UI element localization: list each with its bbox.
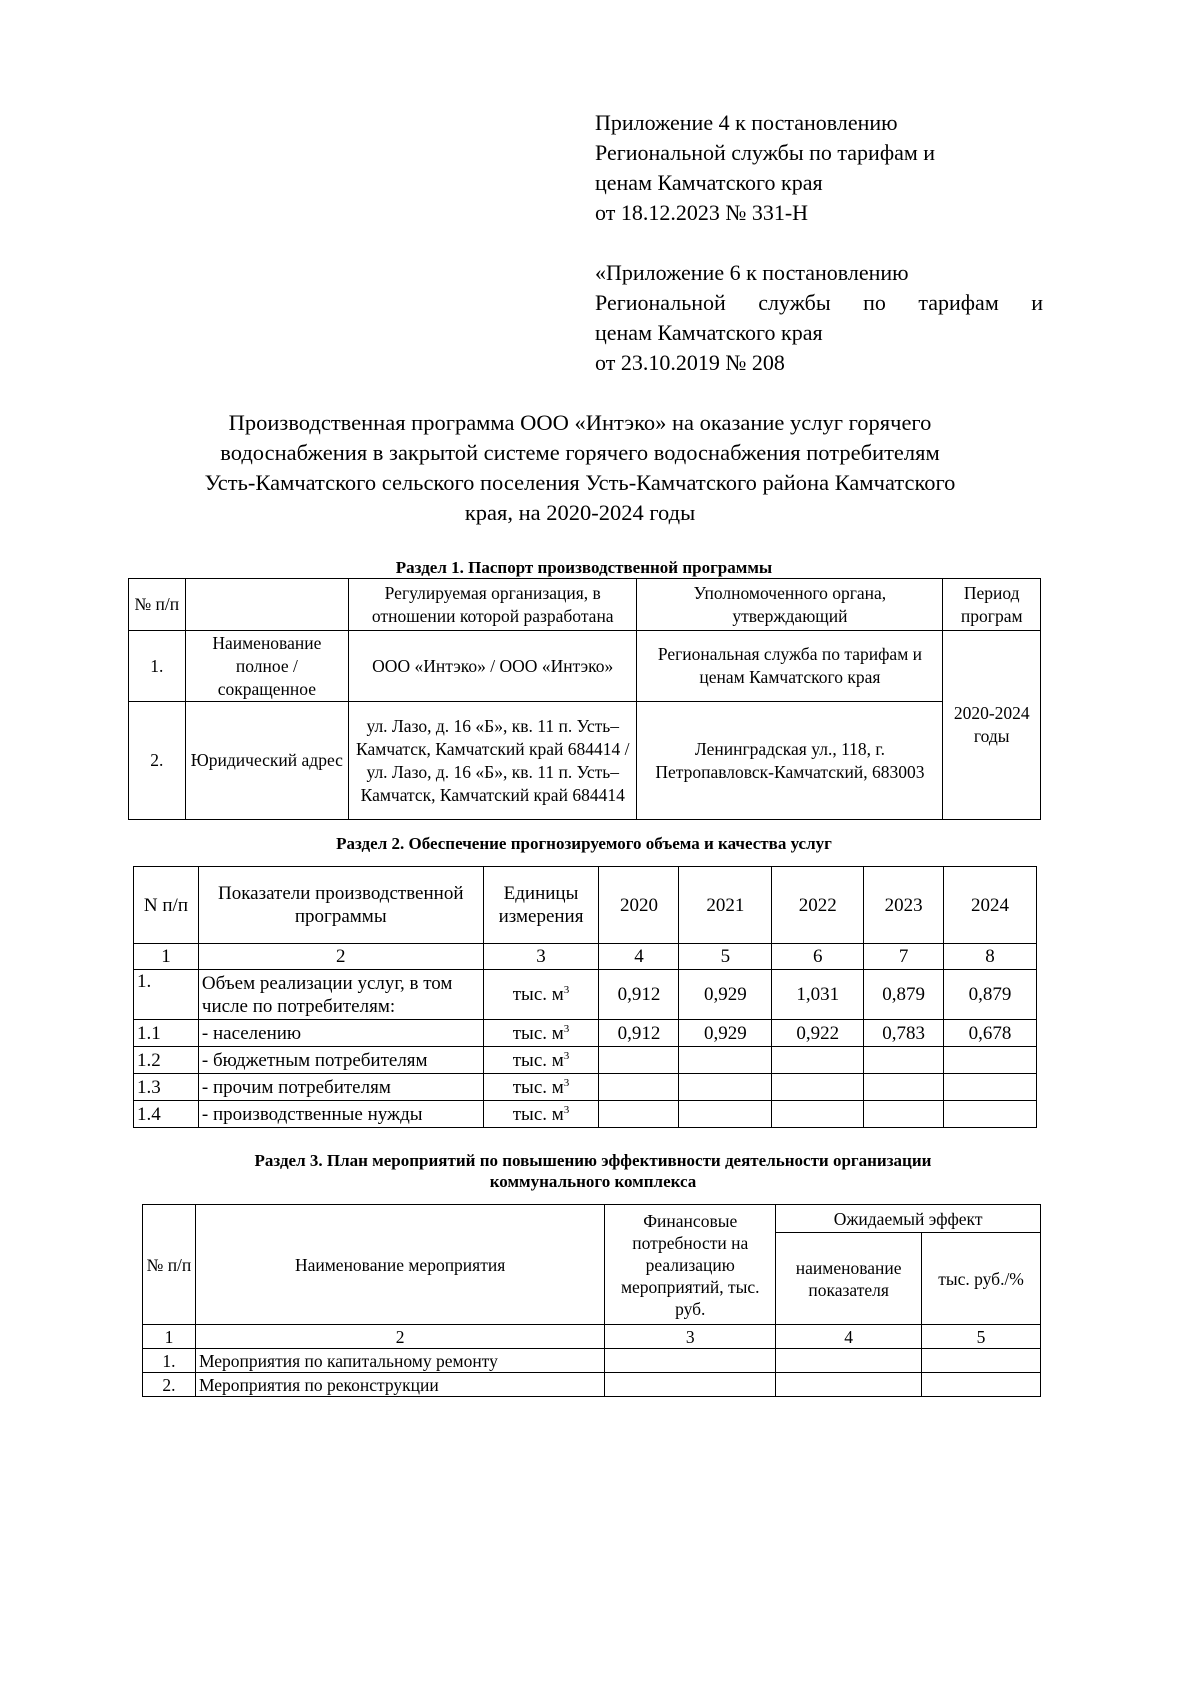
appendix-new-line2: Региональной службы по тарифам и	[595, 140, 936, 165]
value-2022	[772, 1047, 864, 1074]
row-num: 1.4	[134, 1101, 199, 1128]
unit-superscript: 3	[563, 1049, 570, 1062]
value-2020	[599, 1074, 679, 1101]
passport-table	[128, 578, 1041, 820]
unit-superscript: 3	[563, 1103, 570, 1116]
section1-title: Раздел 1. Паспорт производственной программы	[395, 558, 773, 577]
title-line1: Производственная программа ООО «Интэко» на оказание услуг горячего	[228, 410, 932, 435]
row-num: 1.	[134, 970, 199, 1020]
section3-title-line2: коммунального комплекса	[489, 1172, 697, 1191]
row-units	[483, 1101, 599, 1128]
value-2023: 0,879	[864, 970, 944, 1020]
value-2020: 0,912	[599, 1020, 679, 1047]
row-org: ул. Лазо, д. 16 «Б», кв. 11 п. Усть–Камчатск, Камчатский край 684414 / ул. Лазо, д. 16 «Б», кв. 11 п. Усть–Камчатск, Камчатский край 684414	[349, 702, 637, 820]
section3-title-line1: Раздел 3. План мероприятий по повышению эффективности деятельности организации	[254, 1151, 932, 1170]
row-label: Наименование полное / сокращенное	[185, 631, 349, 702]
row-name: Объем реализации услуг, в том числе по потребителям:	[198, 970, 483, 1020]
row-authority: Ленинградская ул., 118, г. Петропавловск-Камчатский, 683003	[637, 702, 943, 820]
value-2020	[599, 1101, 679, 1128]
row-units	[483, 1074, 599, 1101]
row-num: 2.	[129, 702, 186, 820]
row-num: 1.	[129, 631, 186, 702]
unit-text: тыс. м	[512, 984, 564, 1005]
column-number-row	[143, 1325, 1041, 1349]
col-number: 8	[944, 944, 1037, 970]
col-number: 5	[679, 944, 772, 970]
section2-title: Раздел 2. Обеспечение прогнозируемого объема и качества услуг	[336, 834, 832, 853]
volume-header-row	[134, 867, 1037, 944]
col-number: 7	[864, 944, 944, 970]
header-blank	[185, 579, 349, 631]
row-num: 2.	[143, 1373, 196, 1397]
table-row	[134, 1047, 1037, 1074]
value-2022: 1,031	[772, 970, 864, 1020]
table-row	[134, 970, 1037, 1020]
col-number: 1	[143, 1325, 196, 1349]
header-num: N п/п	[134, 867, 199, 944]
header-authority: Уполномоченного органа, утверждающий	[637, 579, 943, 631]
volume-table	[133, 866, 1037, 1128]
row-value	[922, 1349, 1041, 1373]
header-num: № п/п	[129, 579, 186, 631]
table-row	[129, 702, 1041, 820]
row-label: Юридический адрес	[185, 702, 349, 820]
unit-superscript: 3	[563, 1022, 570, 1035]
col-number: 3	[605, 1325, 776, 1349]
unit-superscript: 3	[563, 984, 570, 996]
row-name: - бюджетным потребителям	[198, 1047, 483, 1074]
col-number: 2	[195, 1325, 604, 1349]
table-row	[143, 1349, 1041, 1373]
value-2024	[944, 1047, 1037, 1074]
table-row	[134, 1020, 1037, 1047]
value-2023	[864, 1074, 944, 1101]
row-finance	[605, 1373, 776, 1397]
unit-text: тыс. м	[512, 1076, 564, 1098]
value-2021	[679, 1047, 772, 1074]
col-number: 6	[772, 944, 864, 970]
header-num: № п/п	[143, 1205, 196, 1325]
col-number: 4	[599, 944, 679, 970]
row-value	[922, 1373, 1041, 1397]
row-indicator	[776, 1349, 922, 1373]
value-2024	[944, 1101, 1037, 1128]
value-2022	[772, 1101, 864, 1128]
header-effect: Ожидаемый эффект	[776, 1205, 1041, 1233]
appendix-new-line3: ценам Камчатского края	[595, 170, 823, 195]
value-2020: 0,912	[599, 970, 679, 1020]
appendix-header-new	[595, 108, 1043, 228]
row-finance	[605, 1349, 776, 1373]
row-num: 1.1	[134, 1020, 199, 1047]
table-row	[143, 1373, 1041, 1397]
row-name: Мероприятия по капитальному ремонту	[195, 1349, 604, 1373]
row-indicator	[776, 1373, 922, 1397]
appendix-header-old	[595, 258, 1043, 378]
appendix-new-line1: Приложение 4 к постановлению	[595, 110, 898, 135]
value-2023: 0,783	[864, 1020, 944, 1047]
row-units	[483, 1020, 599, 1047]
measures-table	[142, 1204, 1041, 1397]
header-period: Период програм	[943, 579, 1041, 631]
row-name: - производственные нужды	[198, 1101, 483, 1128]
row-units	[483, 970, 599, 1020]
header-2022: 2022	[772, 867, 864, 944]
table-row	[134, 1101, 1037, 1128]
header-2020: 2020	[599, 867, 679, 944]
appendix-old-line1: «Приложение 6 к постановлению	[595, 260, 909, 285]
value-2021	[679, 1101, 772, 1128]
header-units: Единицы измерения	[483, 867, 599, 944]
header-2023: 2023	[864, 867, 944, 944]
unit-text: тыс. м	[512, 1049, 564, 1071]
row-units	[483, 1047, 599, 1074]
header-org: Регулируемая организация, в отношении которой разработана	[349, 579, 637, 631]
title-line2: водоснабжения в закрытой системе горячего водоснабжения потребителям	[220, 440, 940, 465]
row-name: - населению	[198, 1020, 483, 1047]
col-number: 2	[198, 944, 483, 970]
value-2021: 0,929	[679, 970, 772, 1020]
header-2024: 2024	[944, 867, 1037, 944]
appendix-old-line4: от 23.10.2019 № 208	[595, 350, 785, 375]
value-2022	[772, 1074, 864, 1101]
value-2021	[679, 1074, 772, 1101]
measures-header-row	[143, 1205, 1041, 1233]
col-number: 5	[922, 1325, 1041, 1349]
row-org: ООО «Интэко» / ООО «Интэко»	[349, 631, 637, 702]
header-indicator-name: наименование показателя	[776, 1233, 922, 1325]
unit-text: тыс. м	[512, 1103, 564, 1125]
table-row	[134, 1074, 1037, 1101]
col-number: 3	[483, 944, 599, 970]
appendix-new-line4: от 18.12.2023 № 331-Н	[595, 200, 809, 225]
header-finance: Финансовые потребности на реализацию мероприятий, тыс. руб.	[605, 1205, 776, 1325]
row-num: 1.	[143, 1349, 196, 1373]
row-name: - прочим потребителям	[198, 1074, 483, 1101]
unit-text: тыс. м	[512, 1022, 564, 1044]
value-2020	[599, 1047, 679, 1074]
passport-header-row	[129, 579, 1041, 631]
col-number: 4	[776, 1325, 922, 1349]
column-number-row	[134, 944, 1037, 970]
header-name: Наименование мероприятия	[195, 1205, 604, 1325]
title-line4: края, на 2020-2024 годы	[464, 500, 696, 525]
value-2022: 0,922	[772, 1020, 864, 1047]
value-2021: 0,929	[679, 1020, 772, 1047]
value-2024: 0,879	[944, 970, 1037, 1020]
row-num: 1.3	[134, 1074, 199, 1101]
row-num: 1.2	[134, 1047, 199, 1074]
title-line3: Усть-Камчатского сельского поселения Усть-Камчатского района Камчатского	[204, 470, 956, 495]
value-2023	[864, 1047, 944, 1074]
document-title	[120, 408, 1040, 528]
period-value: 2020-2024 годы	[943, 631, 1041, 820]
header-value: тыс. руб./%	[922, 1233, 1041, 1325]
appendix-old-line2: Региональной службы по тарифам и	[595, 290, 1043, 315]
value-2024	[944, 1074, 1037, 1101]
row-authority: Региональная служба по тарифам и ценам Камчатского края	[637, 631, 943, 702]
header-indicator: Показатели производственной программы	[198, 867, 483, 944]
value-2024: 0,678	[944, 1020, 1037, 1047]
unit-superscript: 3	[563, 1076, 570, 1089]
table-row	[129, 631, 1041, 702]
header-2021: 2021	[679, 867, 772, 944]
col-number: 1	[134, 944, 199, 970]
appendix-old-line3: ценам Камчатского края	[595, 320, 823, 345]
section3-title	[128, 1150, 1058, 1192]
row-name: Мероприятия по реконструкции	[195, 1373, 604, 1397]
value-2023	[864, 1101, 944, 1128]
